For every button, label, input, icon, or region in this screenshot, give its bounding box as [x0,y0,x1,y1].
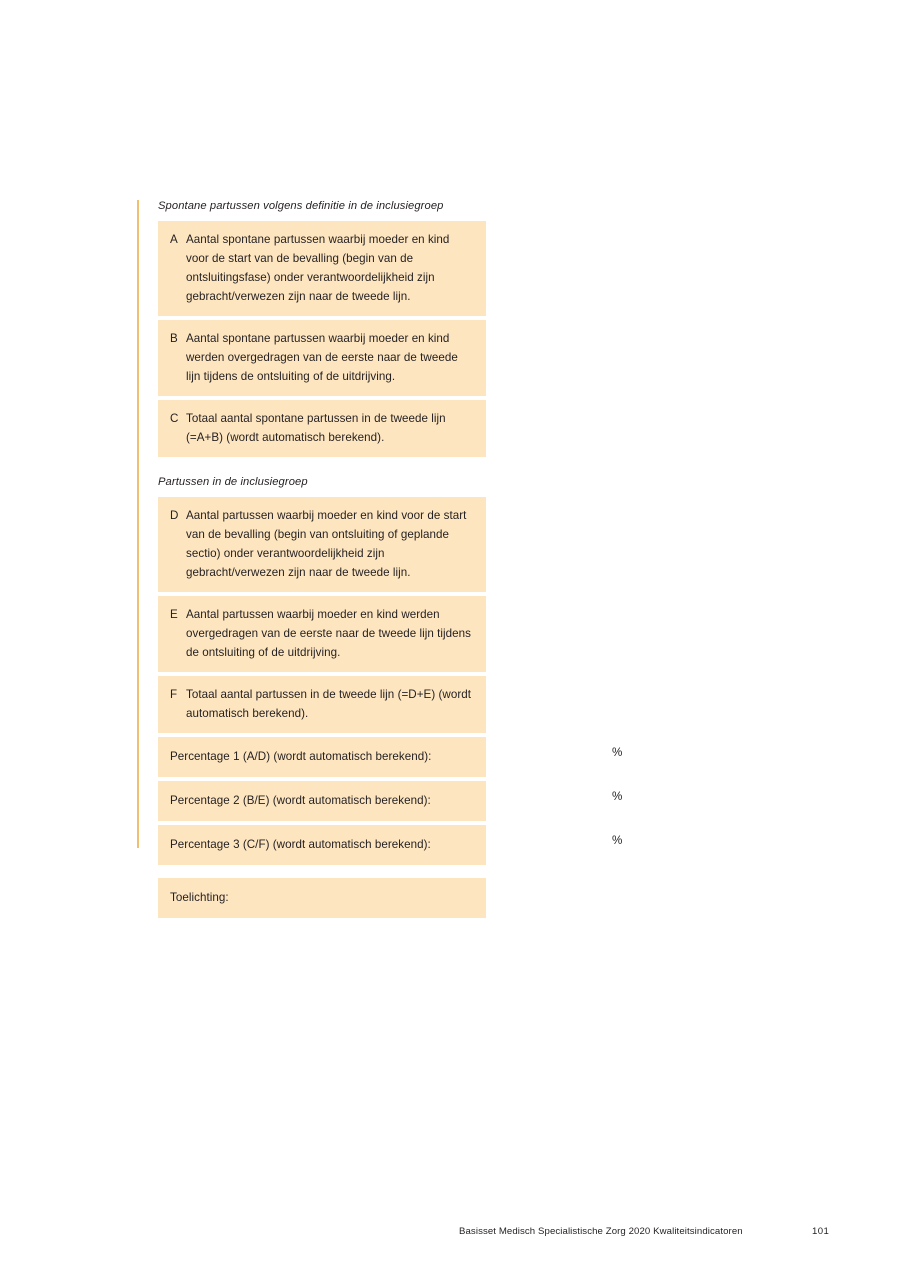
footer-page-number: 101 [812,1226,830,1237]
form-row-e[interactable] [158,596,486,672]
row-text-c: Totaal aantal spontane partussen in de tweede lijn (=A+B) (wordt automatisch berekend). [186,412,446,444]
row-letter-d: D [170,509,179,522]
percentage-2-unit: % [612,790,623,803]
indicator-form-block [137,200,623,922]
row-letter-e: E [170,608,178,621]
group-title-partussen: Partussen in de inclusiegroep [158,476,308,488]
row-text-d: Aantal partussen waarbij moeder en kind voor de start van de bevalling (begin van ontsluiting of geplande sectio) onder verantwoordelijkheid zijn gebracht/verwezen zijn naar de tweede lijn. [186,509,467,579]
percentage-row-3-wrapper [137,825,623,865]
form-row-b[interactable] [158,320,486,396]
row-text-f: Totaal aantal partussen in de tweede lijn (=D+E) (wordt automatisch berekend). [186,688,472,720]
toelichting-label: Toelichting: [170,891,229,904]
row-text-a: Aantal spontane partussen waarbij moeder en kind voor de start van de bevalling (begin van de ontsluitingsfase) onder verantwoordelijkheid zijn gebracht/verwezen zijn naar de tweede lijn. [186,233,450,303]
form-row-a[interactable] [158,221,486,316]
percentage-1-label: Percentage 1 (A/D) (wordt automatisch berekend): [170,750,432,763]
group-title-spontane-partussen: Spontane partussen volgens definitie in de inclusiegroep [158,200,444,212]
percentage-row-1-wrapper [137,737,623,777]
form-row-d[interactable] [158,497,486,592]
row-text-b: Aantal spontane partussen waarbij moeder en kind werden overgedragen van de eerste naar de tweede lijn tijdens de ontsluiting of de uitdrijving. [186,332,458,383]
percentage-row-2[interactable] [158,781,486,821]
percentage-row-2-wrapper [137,781,623,821]
row-letter-c: C [170,412,179,425]
row-letter-f: F [170,688,178,701]
toelichting-row[interactable] [158,878,486,918]
form-row-c[interactable] [158,400,486,457]
footer-title: Basisset Medisch Specialistische Zorg 2020 Kwaliteitsindicatoren [459,1226,743,1237]
percentage-2-label: Percentage 2 (B/E) (wordt automatisch berekend): [170,794,431,807]
percentage-3-unit: % [612,834,623,847]
percentage-1-unit: % [612,746,623,759]
row-text-e: Aantal partussen waarbij moeder en kind werden overgedragen van de eerste naar de tweede lijn tijdens de ontsluiting of de uitdrijving. [186,608,472,659]
form-row-f[interactable] [158,676,486,733]
row-letter-b: B [170,332,178,345]
row-letter-a: A [170,233,178,246]
percentage-row-3[interactable] [158,825,486,865]
percentage-row-1[interactable] [158,737,486,777]
percentage-3-label: Percentage 3 (C/F) (wordt automatisch berekend): [170,838,431,851]
